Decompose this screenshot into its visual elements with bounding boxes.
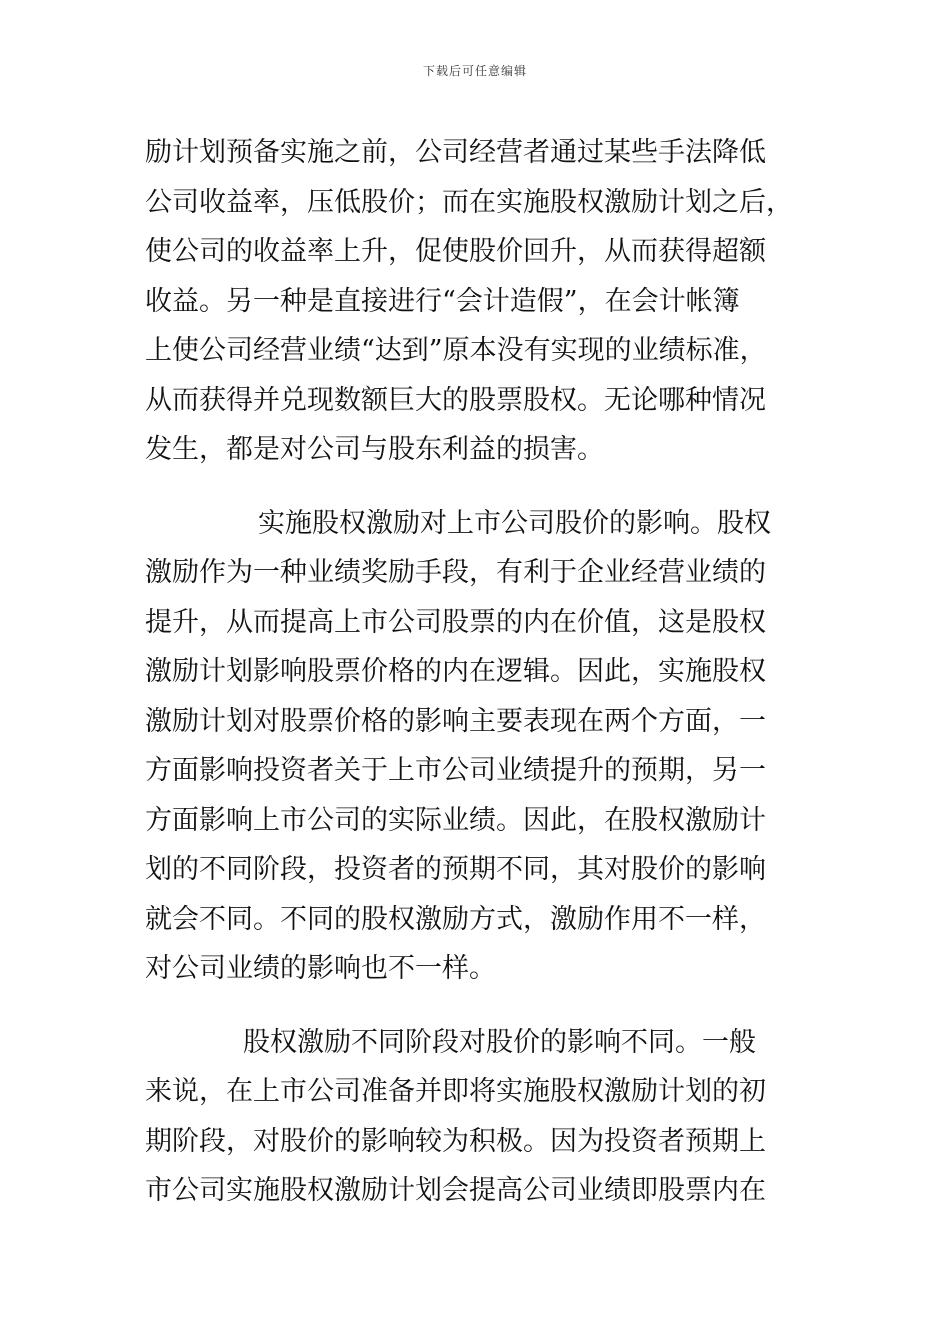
paragraph-line: 划的不同阶段，投资者的预期不同，其对股价的影响 <box>145 854 766 885</box>
paragraph-line: 方面影响投资者关于上市公司业绩提升的预期，另一 <box>145 755 766 786</box>
paragraph-line: 对公司业绩的影响也不一样。 <box>145 953 496 984</box>
paragraph-line: 激励计划影响股票价格的内在逻辑。因此，实施股权 <box>145 656 766 687</box>
paragraph-line: 收益。另一种是直接进行“会计造假”，在会计帐簿 <box>145 285 740 317</box>
paragraph-line: 从而获得并兑现数额巨大的股票股权。无论哪种情况 <box>145 384 766 416</box>
paragraph-line: 公司收益率，压低股价；而在实施股权激励计划之后， <box>145 186 793 218</box>
paragraph-line: 上使公司经营业绩“达到”原本没有实现的业绩标准， <box>145 335 767 366</box>
paragraph-line: 励计划预备实施之前，公司经营者通过某些手法降低 <box>145 137 766 168</box>
paragraph-line: 发生，都是对公司与股东利益的损害。 <box>145 434 604 465</box>
paragraph-line: 期阶段，对股价的影响较为积极。因为投资者预期上 <box>145 1125 766 1157</box>
paragraph-line: 股权激励不同阶段对股价的影响不同。一般 <box>243 1026 756 1058</box>
paragraph-line: 就会不同。不同的股权激励方式，激励作用不一样， <box>145 903 766 935</box>
paragraph-line: 激励作为一种业绩奖励手段，有利于企业经营业绩的 <box>145 557 766 588</box>
document-body <box>145 128 813 1216</box>
paragraph-2 <box>145 499 813 994</box>
paragraph-1 <box>145 128 813 475</box>
paragraph-line: 使公司的收益率上升，促使股价回升，从而获得超额 <box>145 236 766 267</box>
paragraph-line: 实施股权激励对上市公司股价的影响。股权 <box>258 507 771 539</box>
paragraph-line: 市公司实施股权激励计划会提高公司业绩即股票内在 <box>145 1175 766 1206</box>
paragraph-line: 激励计划对股票价格的影响主要表现在两个方面，一 <box>145 705 766 737</box>
paragraph-line: 提升，从而提高上市公司股票的内在价值，这是股权 <box>145 606 766 638</box>
page-header: 下载后可任意编辑 <box>422 64 527 78</box>
paragraph-line: 方面影响上市公司的实际业绩。因此，在股权激励计 <box>145 804 766 836</box>
paragraph-3 <box>145 1018 813 1216</box>
paragraph-line: 来说，在上市公司准备并即将实施股权激励计划的初 <box>145 1076 766 1107</box>
